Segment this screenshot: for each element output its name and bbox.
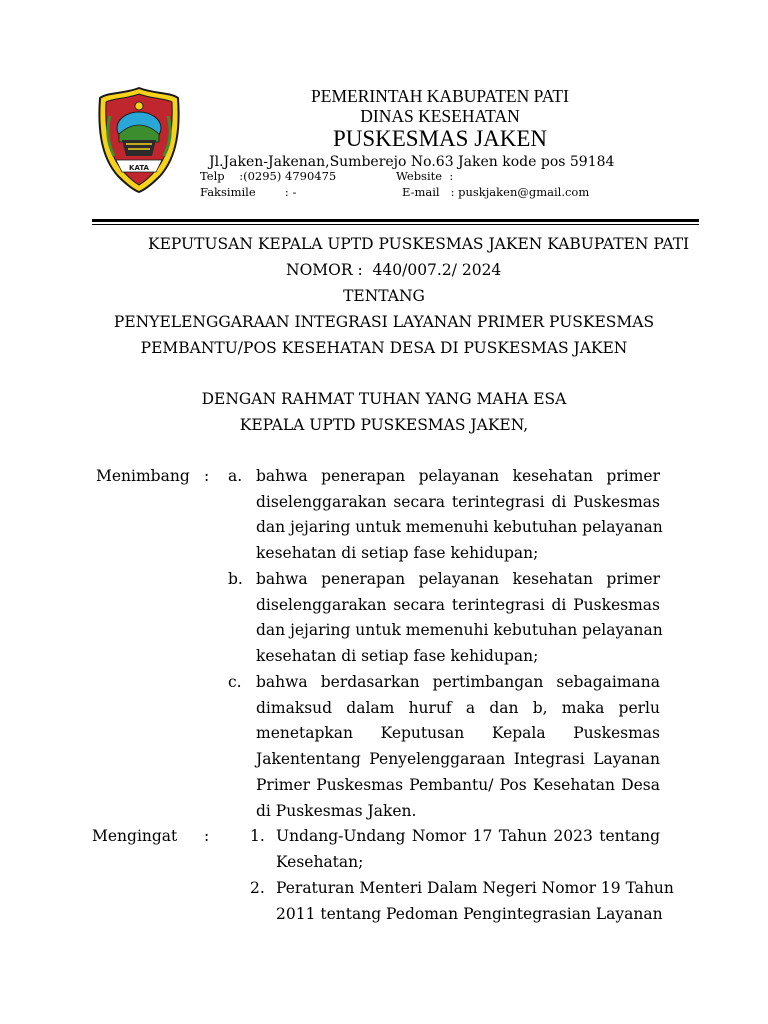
header-email: E-mail : puskjaken@gmail.com xyxy=(402,185,590,199)
recalling-label: Mengingat xyxy=(92,827,178,845)
list-item-line: diselenggarakan secara terintegrasi di Puskesmas xyxy=(256,595,660,614)
considering-label: Menimbang xyxy=(96,467,190,485)
list-item-line: Peraturan Menteri Dalam Negeri Nomor 19 Tahun xyxy=(276,879,674,897)
list-item-line: menetapkan Keputusan Kepala Puskesmas xyxy=(256,724,660,743)
list-item-line: diselenggarakan secara terintegrasi di Puskesmas xyxy=(256,492,660,511)
list-item-line: 2011 tentang Pedoman Pengintegrasian Layanan xyxy=(276,904,663,923)
list-item-line: di Puskesmas Jaken. xyxy=(256,801,417,820)
emblem-motto: KATA xyxy=(129,164,149,172)
list-item-line: Undang-Undang Nomor 17 Tahun 2023 tentang xyxy=(276,827,660,845)
list-item-line: kesehatan di setiap fase kehidupan; xyxy=(256,544,539,563)
considering-marker-a: a. xyxy=(228,467,243,485)
preamble-line1: DENGAN RAHMAT TUHAN YANG MAHA ESA xyxy=(201,390,567,408)
header-fax: Faksimile : - xyxy=(200,185,297,199)
pati-regency-emblem xyxy=(96,86,182,194)
list-item-line: bahwa berdasarkan pertimbangan sebagaimana xyxy=(256,673,660,691)
header-address: Jl.Jaken-Jakenan,Sumberejo No.63 Jaken kode pos 59184 xyxy=(209,154,615,170)
recalling-colon: : xyxy=(204,827,210,845)
decision-subject-line2: PEMBANTU/POS KESEHATAN DESA DI PUSKESMAS JAKEN xyxy=(140,339,628,357)
decision-about: TENTANG xyxy=(343,287,425,305)
list-item-line: Primer Puskesmas Pembantu/ Pos Kesehatan Desa xyxy=(256,775,660,794)
recalling-marker-2: 2. xyxy=(250,879,265,897)
list-item-line: kesehatan di setiap fase kehidupan; xyxy=(256,647,539,666)
header-phone: Telp :(0295) 4790475 xyxy=(200,169,337,183)
header-divider-thin xyxy=(92,224,699,225)
considering-marker-b: b. xyxy=(228,570,243,588)
considering-colon: : xyxy=(204,467,210,485)
list-item-line: Kesehatan; xyxy=(276,852,364,871)
list-item-line: bahwa penerapan pelayanan kesehatan primer xyxy=(256,570,660,588)
decision-subject-line1: PENYELENGGARAAN INTEGRASI LAYANAN PRIMER PUSKESMAS xyxy=(113,313,655,331)
recalling-marker-1: 1. xyxy=(250,827,265,845)
list-item-line: dimaksud dalam huruf a dan b, maka perlu xyxy=(256,698,660,717)
considering-marker-c: c. xyxy=(228,673,242,691)
header-institution: PUSKESMAS JAKEN xyxy=(332,126,548,151)
list-item-line: dan jejaring untuk memenuhi kebutuhan pelayanan xyxy=(256,621,663,640)
preamble-line2: KEPALA UPTD PUSKESMAS JAKEN, xyxy=(239,416,529,434)
decision-number: NOMOR : 440/007.2/ 2024 xyxy=(286,261,502,279)
header-website: Website : xyxy=(396,169,454,183)
list-item-line: Jakententang Penyelenggaraan Integrasi Layanan xyxy=(256,750,660,769)
header-department: DINAS KESEHATAN xyxy=(360,106,520,126)
list-item-line: dan jejaring untuk memenuhi kebutuhan pelayanan xyxy=(256,518,663,537)
decision-title: KEPUTUSAN KEPALA UPTD PUSKESMAS JAKEN KABUPATEN PATI xyxy=(148,235,690,253)
header-government: PEMERINTAH KABUPATEN PATI xyxy=(311,86,569,106)
list-item-line: bahwa penerapan pelayanan kesehatan primer xyxy=(256,467,660,485)
header-divider-thick xyxy=(92,219,699,222)
